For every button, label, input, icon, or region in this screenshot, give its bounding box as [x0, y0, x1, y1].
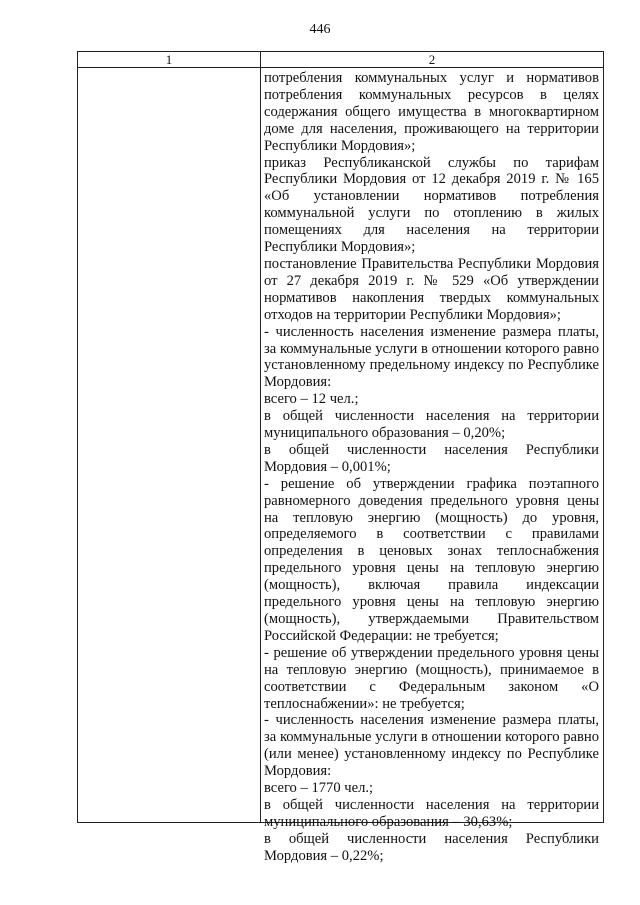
table-header-column-2: 2	[428, 52, 436, 67]
column-2-content	[264, 70, 599, 865]
paragraph: постановление Правительства Республики Мордовия от 27 декабря 2019 г. № 529 «Об утверждении нормативов накопления твердых коммунальных отходов на территории Республики Мордовия»;	[264, 255, 599, 323]
paragraph: в общей численности населения на территории муниципального образования – 30,63%;	[264, 796, 599, 830]
table-header-column-1: 1	[165, 52, 173, 67]
paragraph: в общей численности населения Республики Мордовия – 0,22%;	[264, 830, 599, 864]
paragraph: потребления коммунальных услуг и нормативов потребления коммунальных ресурсов в целях содержания общего имущества в многоквартирном доме для населения, проживающего на территории Республики Мордовия»;	[264, 70, 599, 154]
paragraph: - решение об утверждении графика поэтапного равномерного доведения предельного уровня цены на тепловую энергию (мощность) до уровня, определяемого в соответствии с правилами определения в ценовых зонах теплоснабжения предельного уровня цены на тепловую энергию (мощность), включая правила индексации предельного уровня цены на тепловую энергию (мощность), утверждаемыми Правительством Российской Федерации: не требуется;	[264, 475, 599, 644]
paragraph: приказ Республиканской службы по тарифам Республики Мордовия от 12 декабря 2019 г. № 165 «Об установлении нормативов потребления коммунальной услуги по отоплению в жилых помещениях для населения на территории Республики Мордовия»;	[264, 154, 599, 256]
paragraph: в общей численности населения Республики Мордовия – 0,001%;	[264, 441, 599, 475]
paragraph: - решение об утверждении предельного уровня цены на тепловую энергию (мощность), принимаемое в соответствии с Федеральным законом «О теплоснабжении»: не требуется;	[264, 644, 599, 712]
paragraph: всего – 1770 чел.;	[264, 780, 374, 797]
paragraph: - численность населения изменение размера платы, за коммунальные услуги в отношении которого равно (или менее) установленному индексу по Республике Мордовия:	[264, 712, 599, 780]
paragraph: в общей численности населения на территории муниципального образования – 0,20%;	[264, 408, 599, 442]
paragraph: - численность населения изменение размера платы, за коммунальные услуги в отношении которого равно установленному предельному индексу по Республике Мордовия:	[264, 323, 599, 391]
document-table	[77, 51, 604, 864]
column-divider	[260, 52, 261, 822]
header-divider	[78, 67, 603, 68]
page-number: 446	[309, 22, 331, 37]
paragraph: всего – 12 чел.;	[264, 391, 359, 408]
